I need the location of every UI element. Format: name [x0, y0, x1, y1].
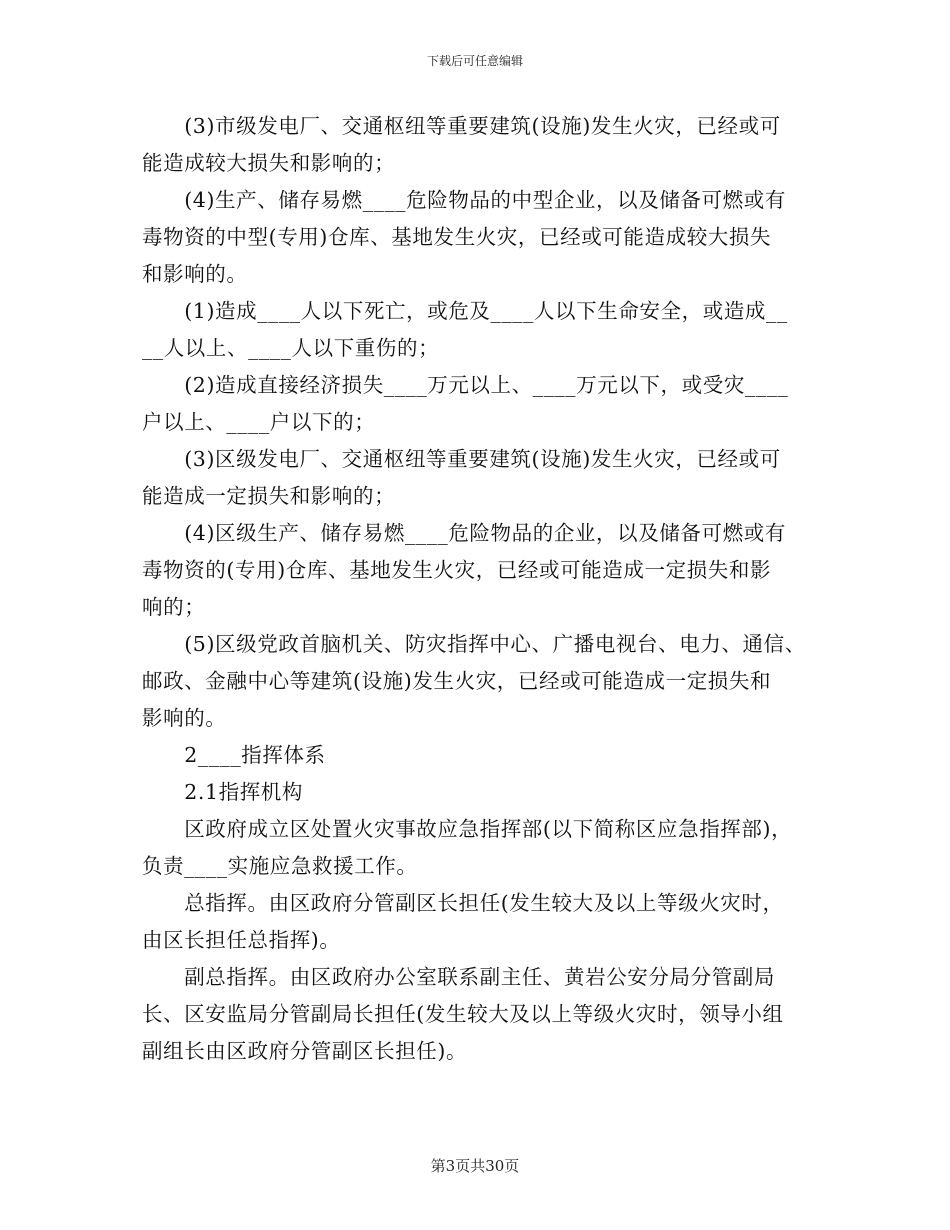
page-header-note: 下载后可任意编辑 — [426, 54, 523, 68]
subsection-heading: 2.1指挥机构 — [142, 780, 304, 804]
text-line: (2)造成直接经济损失____万元以上、____万元以下，或受灾____ — [142, 373, 789, 397]
text-line: 能造成较大损失和影响的； — [142, 151, 396, 175]
text-line: (4)生产、储存易燃____危险物品的中型企业，以及储备可燃或有 — [142, 188, 786, 212]
text-line: 长、区安监局分管副局长担任(发生较大及以上等级火灾时，领导小组 — [142, 1002, 784, 1026]
text-line: 副组长由区政府分管副区长担任)。 — [142, 1039, 468, 1063]
text-line: 总指挥。由区政府分管副区长担任(发生较大及以上等级火灾时， — [142, 891, 784, 915]
text-line: 响的； — [142, 595, 206, 619]
text-line: __人以上、____人以下重伤的； — [142, 336, 440, 360]
text-line: 副总指挥。由区政府办公室联系副主任、黄岩公安分局分管副局 — [142, 965, 775, 989]
text-line: 影响的。 — [142, 706, 227, 730]
text-line: (3)区级发电厂、交通枢纽等重要建筑(设施)发生火灾，已经或可 — [142, 447, 781, 471]
text-line: 毒物资的(专用)仓库、基地发生火灾，已经或可能造成一定损失和影 — [142, 558, 772, 582]
text-line: 和影响的。 — [142, 262, 248, 286]
text-line: (3)市级发电厂、交通枢纽等重要建筑(设施)发生火灾，已经或可 — [142, 114, 781, 138]
text-line: 由区长担任总指挥)。 — [142, 928, 341, 952]
text-line: 邮政、金融中心等建筑(设施)发生火灾，已经或可能造成一定损失和 — [142, 669, 772, 693]
document-body — [142, 108, 814, 1070]
text-line: (1)造成____人以下死亡，或危及____人以下生命安全，或造成__ — [142, 299, 788, 323]
page-number: 第3页共30页 — [430, 1157, 520, 1175]
text-line: 户以上、____户以下的； — [142, 410, 376, 434]
text-line: 负责____实施应急救援工作。 — [142, 854, 418, 878]
text-line: (5)区级党政首脑机关、防灾指挥中心、广播电视台、电力、通信、 — [142, 632, 806, 656]
text-line: 毒物资的中型(专用)仓库、基地发生火灾，已经或可能造成较大损失 — [142, 225, 772, 249]
text-line: 能造成一定损失和影响的； — [142, 484, 396, 508]
section-heading: 2____指挥体系 — [142, 743, 326, 767]
text-line: (4)区级生产、储存易燃____危险物品的企业，以及储备可燃或有 — [142, 521, 786, 545]
text-line: 区政府成立区处置火灾事故应急指挥部(以下简称区应急指挥部)， — [142, 817, 793, 841]
